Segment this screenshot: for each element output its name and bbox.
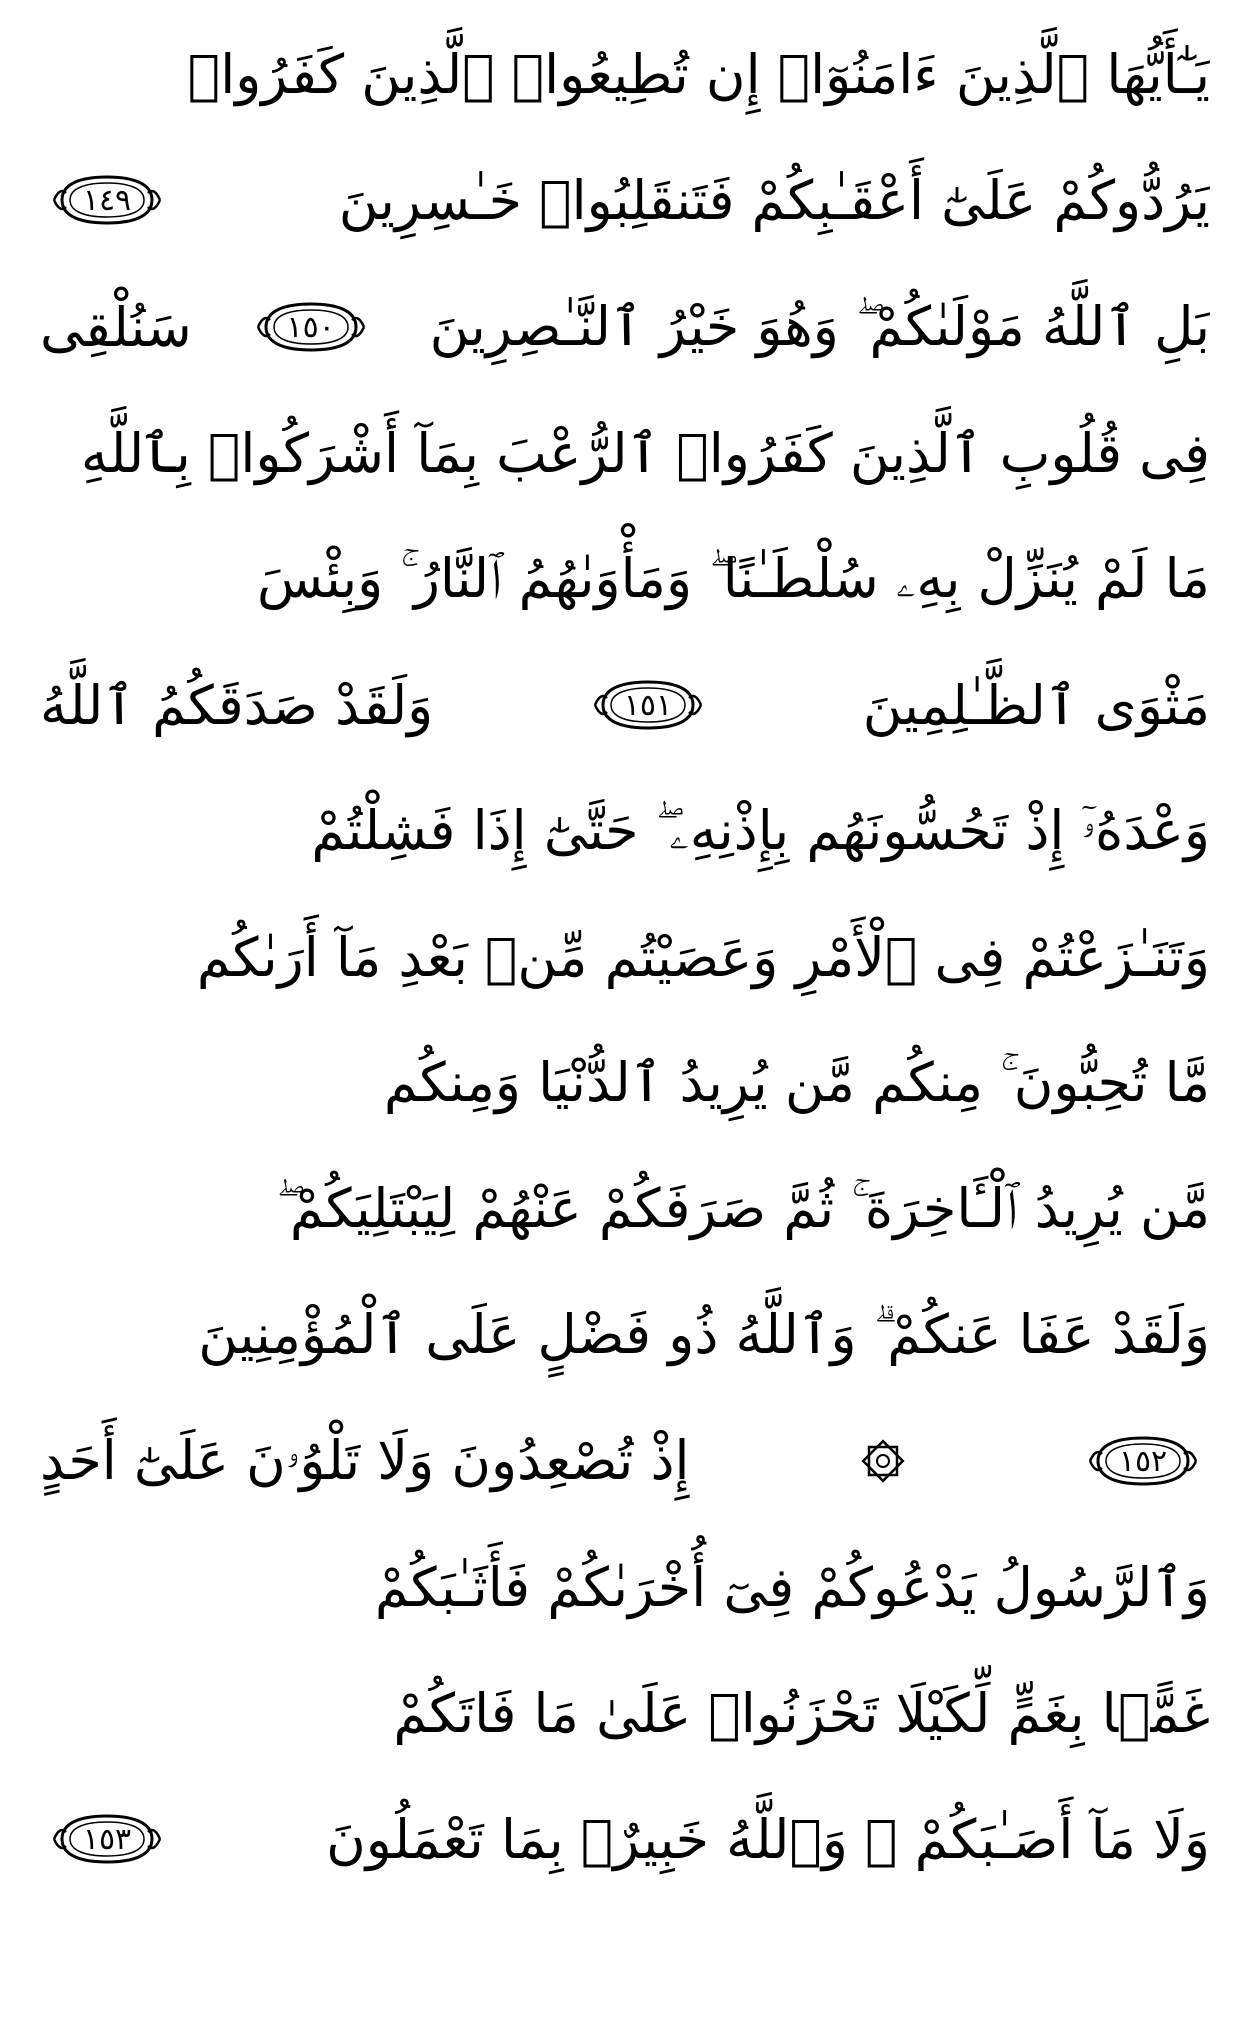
ayah-end-ornament-icon [1084,1430,1202,1492]
line-text: إِذْ تُصْعِدُونَ وَلَا تَلْوُۥنَ عَلَىٰٓ أَحَدٍ [40,1429,690,1492]
line-text: غَمًّۢا بِغَمٍّ لِّكَيْلَا تَحْزَنُوا۟ عَلَىٰ مَا فَاتَكُمْ [393,1681,1210,1745]
ayah-end-ornament-icon [48,1808,166,1870]
line-text: وَلَا مَآ أَصَـٰبَكُمْ ۗ وَٱللَّهُ خَبِيرٌۢ بِمَا تَعْمَلُونَ [326,1807,1210,1871]
line-text: بَلِ ٱللَّهُ مَوْلَىٰكُمْ ۖ وَهُوَ خَيْرُ ٱلنَّـٰصِرِينَ [429,295,1210,358]
ayah-end-ornament-icon [48,169,166,231]
ayah-end-ornament-icon [252,296,370,358]
quran-line-15 [40,1779,1210,1899]
line-text: فِى قُلُوبِ ٱلَّذِينَ كَفَرُوا۟ ٱلرُّعْبَ بِمَآ أَشْرَكُوا۟ بِٱللَّهِ [80,421,1210,485]
line-text: مَّن يُرِيدُ ٱلْـَٔاخِرَةَ ۚ ثُمَّ صَرَفَكُمْ عَنْهُمْ لِيَبْتَلِيَكُمْ ۖ [276,1177,1210,1240]
ayah-number: ١٥٠ [286,309,335,345]
line-text: وَتَنَـٰزَعْتُمْ فِى ٱلْأَمْرِ وَعَصَيْتُم مِّنۢ بَعْدِ مَآ أَرَىٰكُم [196,925,1210,989]
quran-line-10 [40,1149,1210,1269]
quran-line-9 [40,1023,1210,1143]
line-text: مَثْوَى ٱلظَّـٰلِمِينَ [862,673,1210,737]
rub-el-hizb-icon [860,1438,906,1484]
quran-line-13 [40,1527,1210,1647]
line-text: وَلَقَدْ صَدَقَكُمُ ٱللَّهُ [40,673,434,737]
quran-line-1 [40,14,1210,134]
quran-line-11 [40,1275,1210,1395]
line-text: وَٱلرَّسُولُ يَدْعُوكُمْ فِىٓ أُخْرَىٰكُمْ فَأَثَـٰبَكُمْ [374,1555,1210,1619]
quran-line-12 [40,1401,1210,1521]
quran-line-8 [40,897,1210,1017]
ayah-number: ١٥٢ [1118,1443,1168,1479]
quran-line-14 [40,1653,1210,1773]
ayah-number: ١٥٣ [82,1821,132,1857]
line-text: سَنُلْقِى [40,295,192,359]
quran-line-5 [40,519,1210,639]
line-text: مَّا تُحِبُّونَ ۚ مِنكُم مَّن يُرِيدُ ٱلدُّنْيَا وَمِنكُم [383,1051,1210,1114]
quran-line-7 [40,771,1210,891]
quran-line-4 [40,393,1210,513]
quran-line-6 [40,645,1210,765]
ayah-end-ornament-icon [589,674,707,736]
line-text: يَـٰٓأَيُّهَا ٱلَّذِينَ ءَامَنُوٓا۟ إِن تُطِيعُوا۟ ٱلَّذِينَ كَفَرُوا۟ [187,42,1210,106]
ayah-number: ١٥١ [623,687,673,723]
line-text: وَعْدَهُۥٓ إِذْ تَحُسُّونَهُم بِإِذْنِهِۦ ۖ حَتَّىٰٓ إِذَا فَشِلْتُمْ [311,799,1210,862]
line-text: يَرُدُّوكُمْ عَلَىٰٓ أَعْقَـٰبِكُمْ فَتَنقَلِبُوا۟ خَـٰسِرِينَ [338,168,1210,232]
quran-line-3 [40,267,1210,387]
quran-line-2 [40,140,1210,260]
line-text: مَا لَمْ يُنَزِّلْ بِهِۦ سُلْطَـٰنًا ۖ وَمَأْوَىٰهُمُ ٱلنَّارُ ۚ وَبِئْسَ [256,547,1210,610]
line-text: وَلَقَدْ عَفَا عَنكُمْ ۗ وَٱللَّهُ ذُو فَضْلٍ عَلَى ٱلْمُؤْمِنِينَ [198,1303,1210,1366]
ayah-number: ١٤٩ [82,182,132,218]
